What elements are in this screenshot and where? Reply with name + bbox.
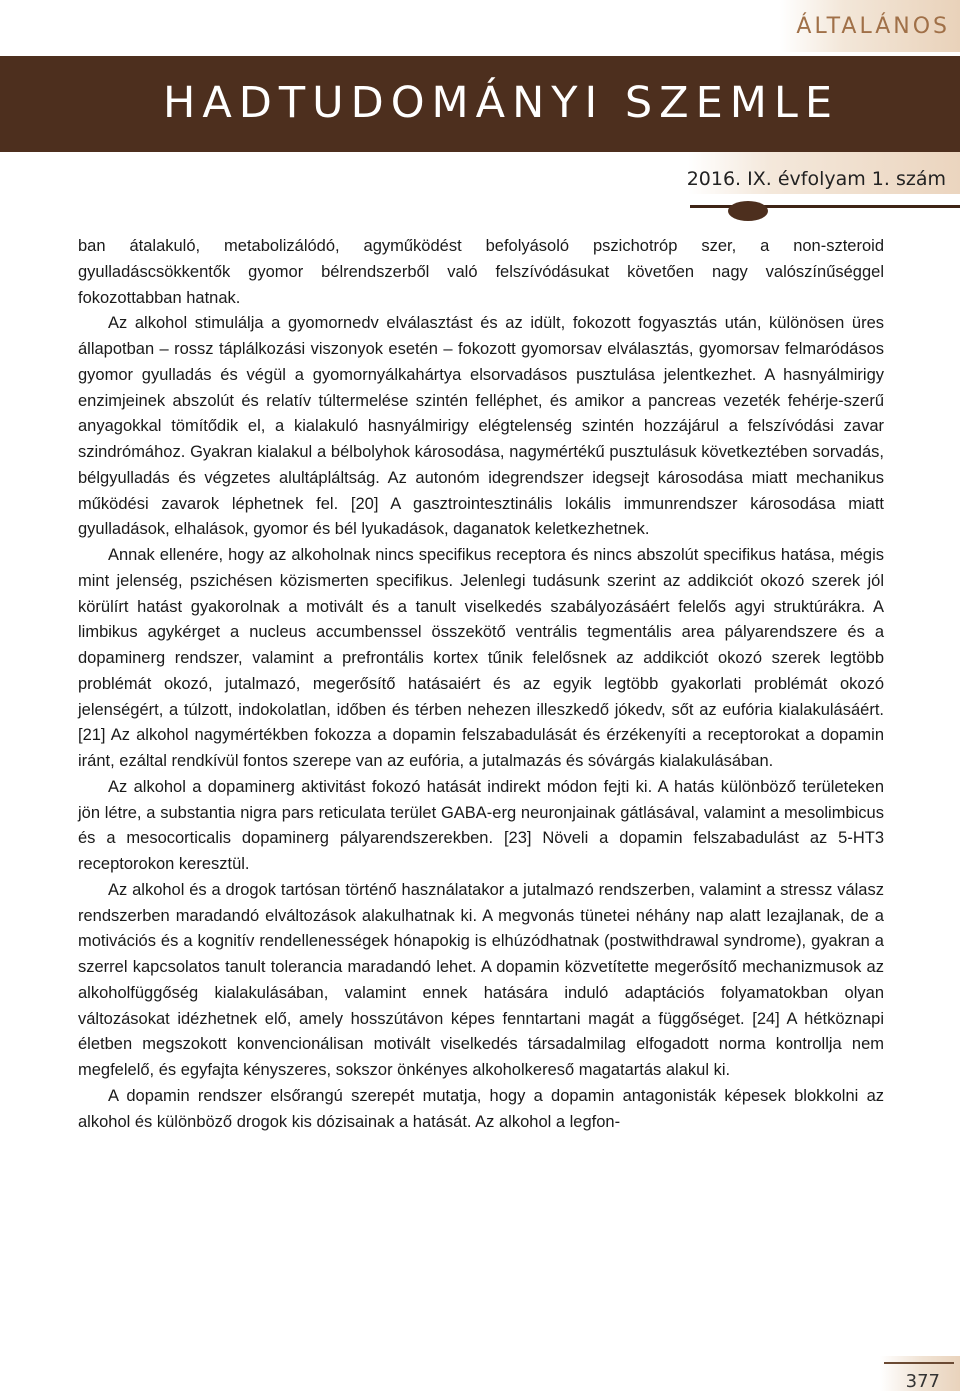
paragraph: Az alkohol a dopaminerg aktivitást fokozó hatását indirekt módon fejti ki. A hatás különböző területeken jön létre, a substantia nigra pars reticulata terület GABA-erg neuronjainak gátlásával, valamint a mesolimbicus és a mesocorticalis dopaminerg pályarendszerekben. [23] Növeli a dopamin felszabadulást az 5-HT3 receptorokon keresztül. bbox=[78, 777, 884, 873]
category-label: ÁLTALÁNOS bbox=[796, 14, 950, 39]
issue-info: 2016. IX. évfolyam 1. szám bbox=[686, 168, 946, 190]
paragraph: Annak ellenére, hogy az alkoholnak nincs specifikus receptora és nincs abszolút specifikus hatása, mégis mint jelenség, pszichésen közismerten specifikus. Jelenlegi tudásunk szerint az addikciót okozó szerek jól körülírt hatást gyakorolnak a motivált és a tanult viselkedés szabályozásáért felelős agyi struktúrákra. A limbikus agykérget a nucleus accumbenssel összekötő ventrális tegmentális area pályarendszere és a dopaminerg rendszer, valamint a prefrontális kortex tűnik felelősnek az addikciót okozó szerek legtöbb problémát okozó, jutalmazó, megerősítő hatásaiért és az egyik legtöbb gyakorlati problémát okozó jelenségért, a túlzott, indokolatlan, időben és térben nehezen illeszkedő jókedv, sőt az eufória kialakulásáért. [21] Az alkohol nagymértékben fokozza a dopamin felszabadulását és érzékenyíti a receptorokat a dopamin iránt, ezáltal rendkívül fontos szerepe van az eufória, a jutalmazás és sóvárgás kialakulásában. bbox=[78, 546, 884, 770]
divider-ornament bbox=[728, 201, 768, 221]
paragraph: Az alkohol és a drogok tartósan történő használatakor a jutalmazó rendszerben, valamint a stressz válasz rendszerben maradandó elváltozások alakulhatnak ki. A megvonás tünetei néhány nap alatt lezajlanak, de a motivációs és a kognitív rendellenességek hónapokig is elhúzódhatnak (postwithdrawal syndrome), gyakran a szerrel kapcsolatos tanult tolerancia maradandó lehet. A dopamin közvetítette megerősítő mechanizmusok az alkoholfüggőség kialakulásában, valamint ennek hatására induló adaptációs folyamatokban olyan változásokat idézhetnek elő, amely hosszútávon képes fenntartani magát a függőséget. [24] A hétköznapi életben megszokott konvencionálisan motivált viselkedés társadalmilag elfogadott norma kontrollja nem megfelelő, és egyfajta kényszeres, sokszor önkényes alkoholkereső magatartás alakul ki. bbox=[78, 880, 884, 1079]
article-body bbox=[78, 234, 884, 1135]
paragraph: A dopamin rendszer elsőrangú szerepét mutatja, hogy a dopamin antagonisták képesek blokkolni az alkohol és különböző drogok kis dózisainak a hatását. Az alkohol a legfon- bbox=[78, 1086, 884, 1131]
journal-title: HADTUDOMÁNYI SZEMLE bbox=[163, 78, 840, 128]
page-number: 377 bbox=[905, 1371, 940, 1392]
footer-divider bbox=[884, 1362, 954, 1364]
paragraph: Az alkohol stimulálja a gyomornedv elválasztást és az idült, fokozott fogyasztás után, különösen üres állapotban – rossz táplálkozási viszonyok esetén – fokozott gyomorsav elválasztás, gyomorsav felmaródásos gyomor gyulladás és végül a gyomornyálkahártya elsorvadásos pusztulása jelentkezhet. A hasnyálmirigy enzimjeinek abszolút és relatív túltermelése szintén felléphet, és amikor a pancreas vezeték fehérje-szerű anyagokkal tömítődik el, a kialakuló hasnyálmirigy elégtelenség szintén hozzájárul a felszívódási zavar szindrómához. Gyakran kialakul a bélbolyhok károsodása, nagymértékű pusztulásuk következtében sorvadás, bélgyulladás és végzetes alultápláltság. Az autonóm idegrendszer idegsejt károsodása miatt mechanikus működési zavarok léphetnek fel. [20] A gasztrointesztinális lokális immunrendszer károsodása miatt gyulladások, elhalások, gyomor és bél lyukadások, daganatok keletkezhetnek. bbox=[78, 314, 884, 539]
paragraph: ban átalakuló, metabolizálódó, agyműködést befolyásoló pszichotróp szer, a non-szteroid gyulladáscsökkentők gyomor bélrendszerből való felszívódásukat követően nagy valószínűséggel fokozottabban hatnak. bbox=[78, 237, 884, 307]
